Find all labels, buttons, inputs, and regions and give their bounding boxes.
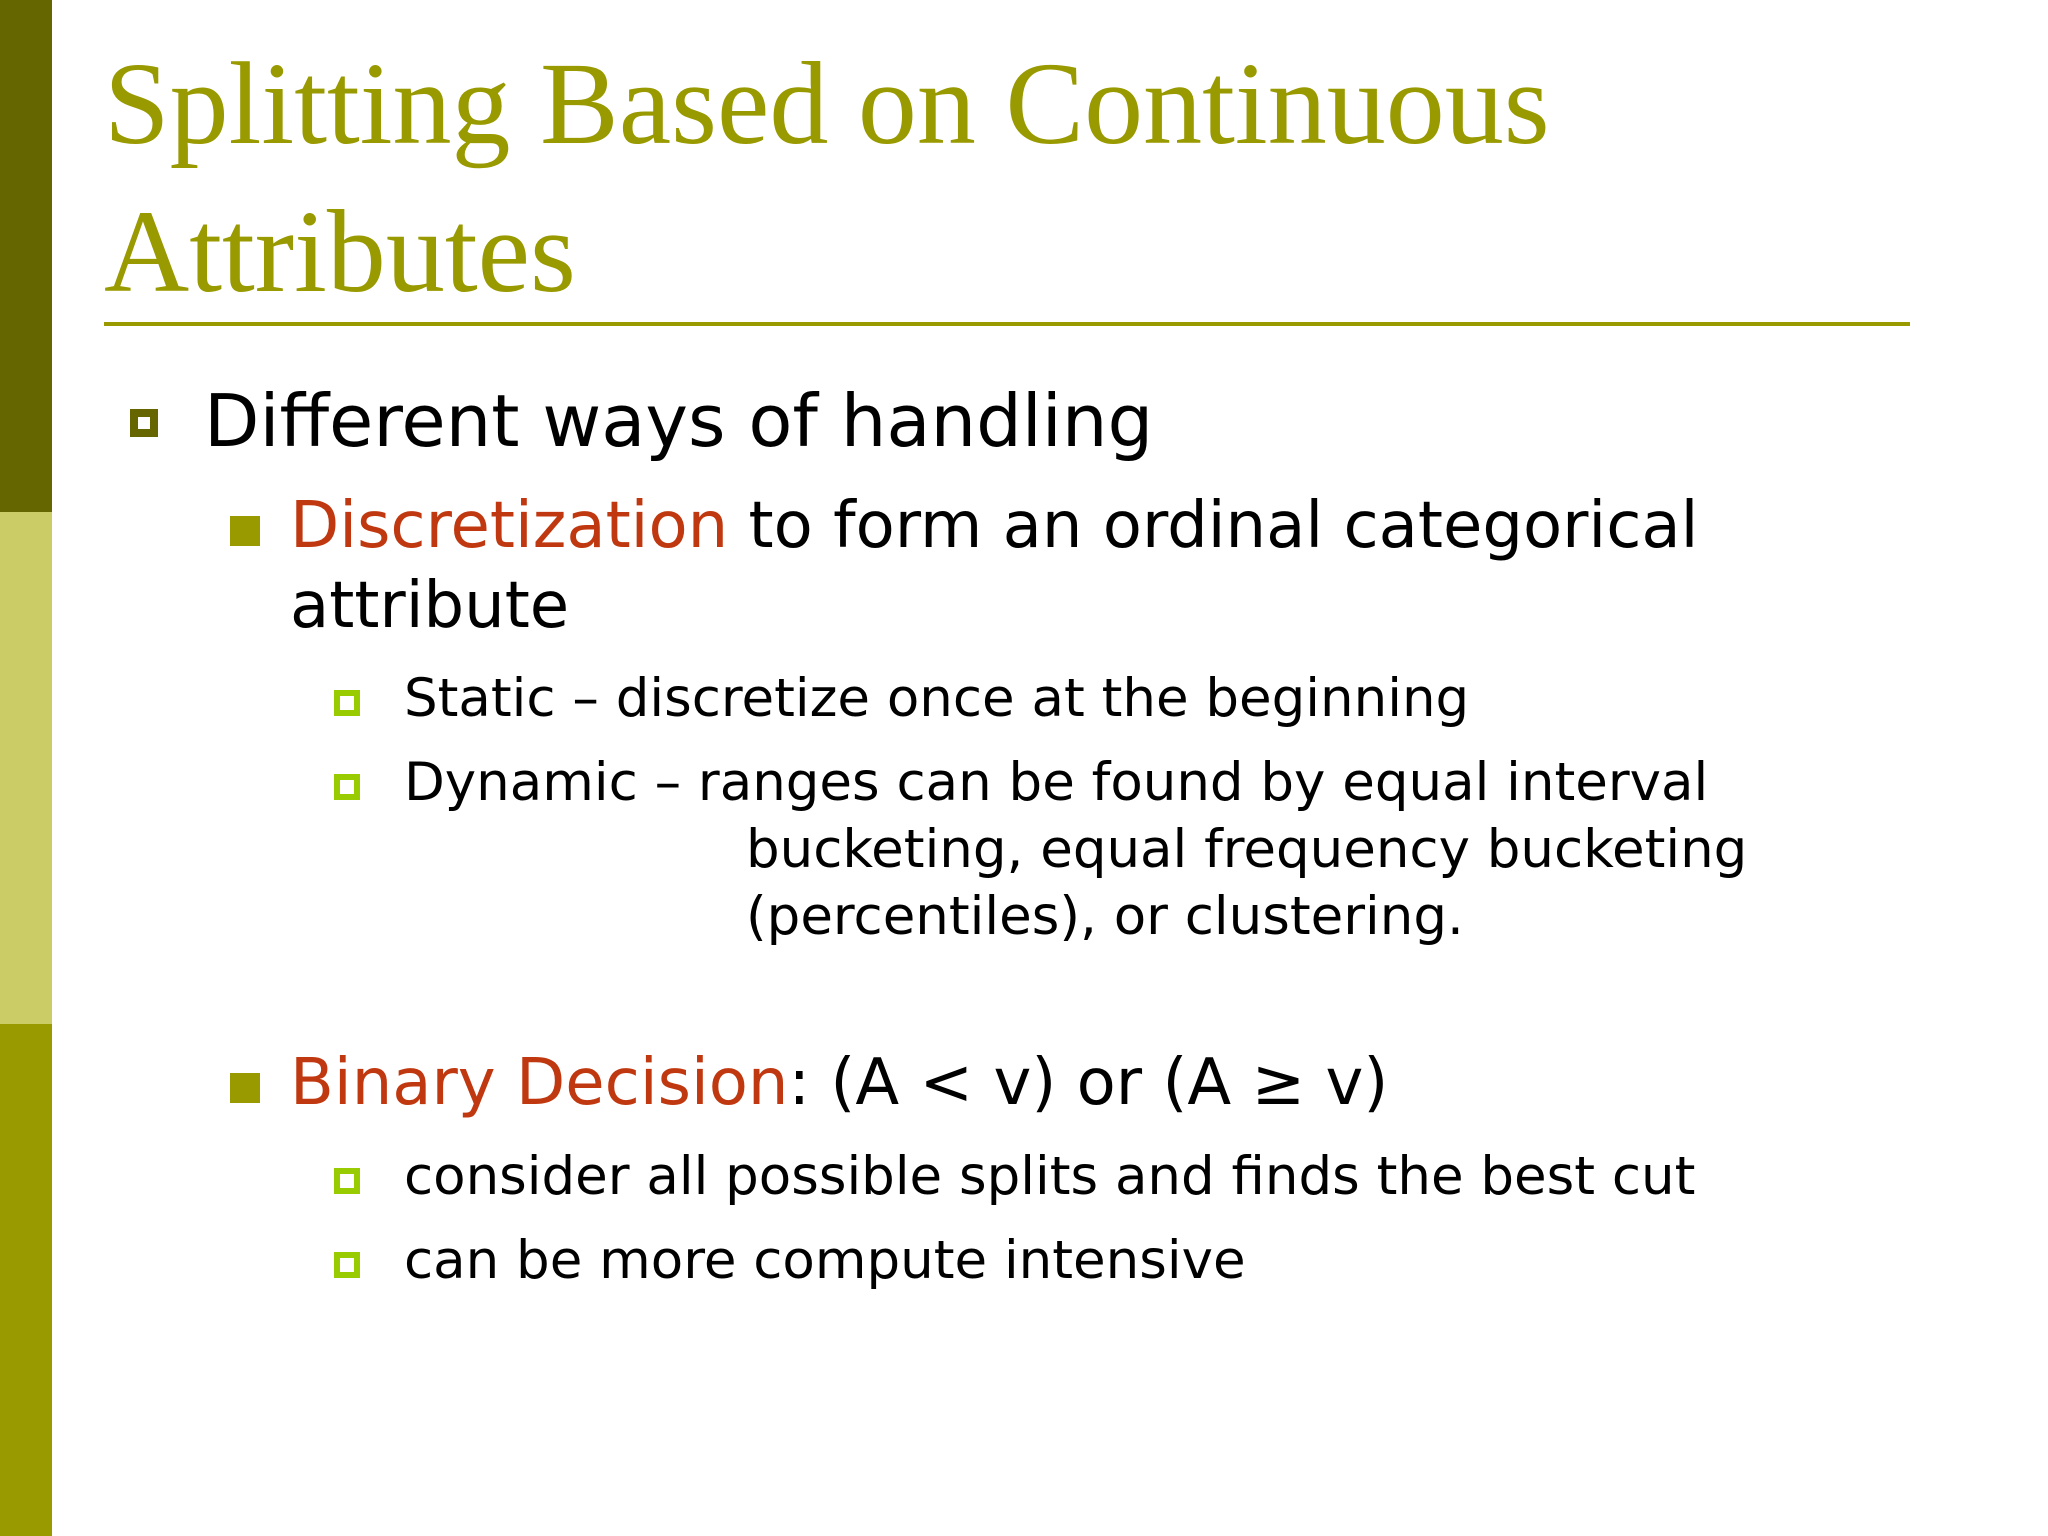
bullet-dynamic-line-3: (percentiles), or clustering. (746, 886, 1464, 947)
bullet-main: Different ways of handling (204, 379, 1154, 463)
hollow-square-bullet-icon (130, 409, 158, 437)
solid-square-bullet-icon (230, 516, 260, 546)
hollow-square-bullet-icon (334, 690, 360, 716)
bullet-dynamic: Dynamic – ranges can be found by equal interval (404, 752, 1709, 813)
solid-square-bullet-icon (230, 1073, 260, 1103)
side-bar-middle (0, 512, 52, 1024)
discretization-rest: to form an ordinal categorical (728, 489, 1699, 563)
title-line-2: Attributes (104, 186, 576, 317)
title-line-1: Splitting Based on Continuous (104, 38, 1550, 169)
binary-decision-term: Binary Decision (290, 1046, 789, 1120)
title-underline (104, 322, 1910, 326)
discretization-continued: attribute (290, 569, 570, 643)
slide-title (104, 30, 1904, 326)
bullet-static: Static – discretize once at the beginning (404, 668, 1470, 729)
binary-decision-rest: : (A < v) or (A ≥ v) (788, 1046, 1389, 1120)
bullet-discretization (290, 486, 1698, 566)
discretization-term: Discretization (290, 489, 729, 563)
side-bar-top (0, 0, 52, 512)
bullet-binary-decision (290, 1043, 1388, 1123)
bullet-dynamic-line-2: bucketing, equal frequency bucketing (746, 819, 1748, 880)
bullet-consider-splits: consider all possible splits and finds the best cut (404, 1146, 1696, 1207)
hollow-square-bullet-icon (334, 1168, 360, 1194)
side-bar-bottom (0, 1024, 52, 1536)
hollow-square-bullet-icon (334, 774, 360, 800)
bullet-compute-intensive: can be more compute intensive (404, 1230, 1246, 1291)
hollow-square-bullet-icon (334, 1252, 360, 1278)
